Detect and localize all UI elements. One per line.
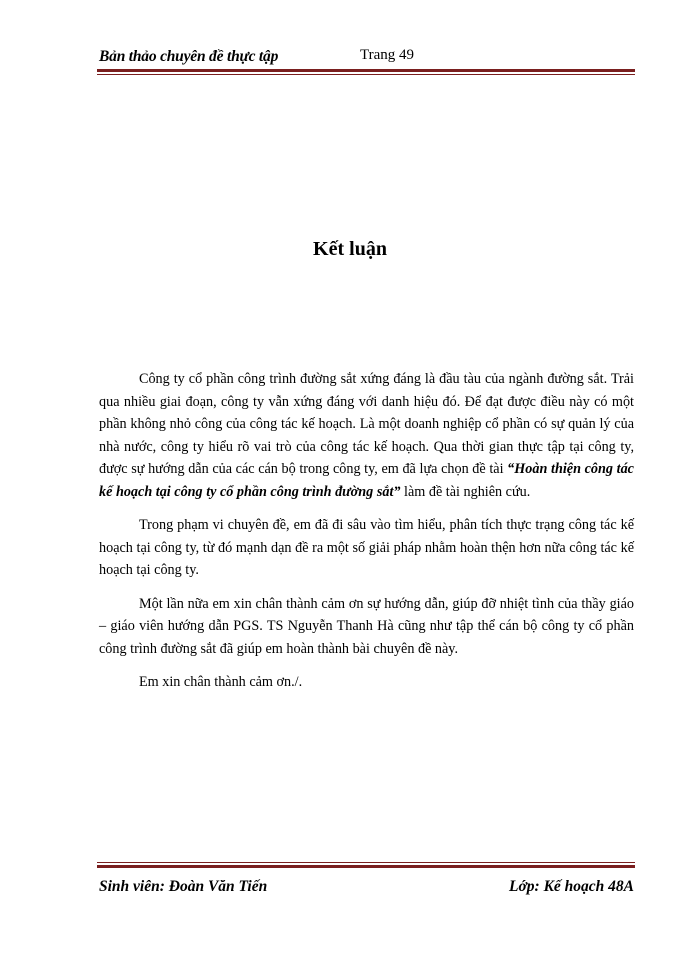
footer-divider-thin	[97, 862, 635, 863]
body-text	[99, 368, 634, 705]
paragraph-2: Trong phạm vi chuyên đề, em đã đi sâu vào tìm hiểu, phân tích thực trạng công tác kế hoạch tại công ty, từ đó mạnh dạn đề ra một số giải pháp nhằm hoàn thện hơn nữa công tác kế hoạch tại công ty.	[99, 517, 634, 578]
student-name: Sinh viên: Đoàn Văn Tiến	[99, 878, 268, 895]
header-divider-thick	[97, 69, 635, 72]
class-name: Lớp: Kế hoạch 48A	[509, 878, 634, 895]
thesis-topic: “Hoàn thiện công tác kế hoạch tại công ty cổ phần công trình đường sắt”	[99, 461, 634, 500]
document-label: Bản thảo chuyên đề thực tập	[99, 48, 279, 65]
footer-divider-thick	[97, 865, 635, 868]
page-title: Kết luận	[313, 238, 387, 260]
paragraph-1	[99, 368, 634, 503]
header-divider-thin	[97, 74, 635, 75]
page-number: Trang 49	[360, 47, 415, 63]
paragraph-1-end: làm đề tài nghiên cứu.	[400, 483, 531, 500]
footer-divider	[97, 862, 635, 868]
paragraph-4: Em xin chân thành cảm ơn./.	[139, 674, 303, 690]
paragraph-3: Một lần nữa em xin chân thành cảm ơn sự hướng dẫn, giúp đỡ nhiệt tình của thầy giáo – giáo viên hướng dẫn PGS. TS Nguyễn Thanh Hà cũng như tập thể cán bộ công ty cổ phần công trình đường sắt đã giúp em hoàn thành bài chuyên đề này.	[99, 595, 634, 657]
header-divider	[97, 69, 635, 75]
paragraph-1-intro: Công ty cổ phần công trình đường sắt xứng đáng là đầu tàu của ngành đường sắt. Trải qua nhiều giai đoạn, công ty vẫn xứng đáng với danh hiệu đó. Để đạt được điều này có một phần không nhỏ công của công tác kế hoạch. Là một doanh nghiệp cổ phần có sự quản lý của nhà nước, công ty hiểu rõ vai trò của công tác kế hoạch. Qua thời gian thực tập tại công ty, được sự hướng dẫn của các cán bộ trong công ty, em đã lựa chọn đề tài	[99, 371, 634, 477]
